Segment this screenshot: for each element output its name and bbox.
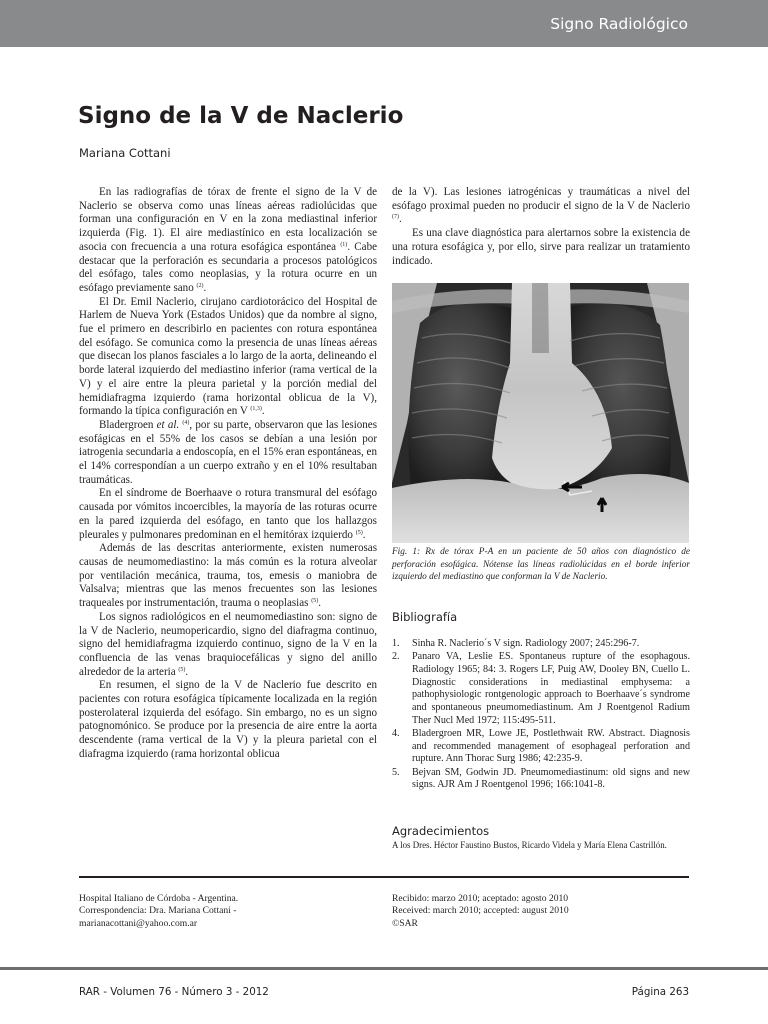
reference-item: 1. Sinha R. Naclerio´s V sign. Radiology 2007; 245:296-7.	[392, 638, 640, 649]
body-paragraph: Además de las descritas anteriormente, existen numerosas causas de neumomediastino: la más común es la rotura alveolar por ventilación mecánica, trauma, tos, emesis o maniobra de Valsalva; mientras que las menos frecuentes son las lesiones traqueales por instrumentación, trauma o neoplasias $^{(5)}$.	[79, 542, 377, 610]
body-paragraph: En el síndrome de Boerhaave o rotura transmural del esófago causada por vómitos incoercibles, la mayoría de las roturas ocurre en la pared izquierda del esófago, en tanto que los hallazgos pleurales y pulmonares predominan en el hemitórax izquierdo $^{(5)}$.	[79, 487, 377, 541]
body-column-right	[392, 186, 690, 268]
author-name: Mariana Cottani	[79, 146, 171, 160]
footer-divider	[0, 967, 768, 970]
body-paragraph: El Dr. Emil Naclerio, cirujano cardiotorácico del Hospital de Harlem de Nueva York (Estados Unidos) que da nombre al signo, fue el primero en describirlo en pacientes con rotura espontánea del esófago. Se comunica como la presencia de unas líneas aéreas que disecan los planos fasciales a lo largo de la aorta, delineando el borde lateral izquierdo del mediastino inferior (rama vertical de la V) y el aire entre la pleura parietal y la porción medial del hemidiafragma izquierdo (rama horizontal oblicua de la V), formando la típica configuración en V $^{(1,3)}$.	[79, 295, 377, 418]
reference-item: 5. Bejvan SM, Godwin JD. Pneumomediastinum: old signs and new signs. AJR Am J Roentgenol 1996; 166:1041-8.	[392, 766, 690, 791]
acknowledgements-heading: Agradecimientos	[392, 824, 490, 838]
dates-footnote	[392, 893, 690, 930]
received-date-en: Received: march 2010; accepted: august 2010	[392, 905, 569, 917]
body-paragraph: Es una clave diagnóstica para alertarnos sobre la existencia de una rotura esofágica y, por ello, sirve para realizar un tratamiento indicado.	[392, 227, 690, 267]
figure-caption: Fig. 1: Rx de tórax P-A en un paciente de 50 años con diagnóstico de perforación esofágica. Nótense las líneas radiolúcidas en el borde inferior izquierdo del mediastino que conforman la V de Naclerio.	[392, 547, 690, 583]
reference-item: 4. Bladergroen MR, Lowe JE, Postlethwait RW. Abstract. Diagnosis and recommended management of esophageal perforation and rupture. Ann Thorac Surg 1986; 42:235-9.	[392, 727, 690, 765]
body-paragraph: En las radiografías de tórax de frente el signo de la V de Naclerio se observa como unas líneas aéreas radiolúcidas que forman una configuración en V en la zona mediastinal inferior izquierda (Fig. 1). El aire mediastínico en esta localización se asocia con frecuencia a una rotura esofágica espontánea $^{(1)}$. Cabe destacar que la perforación es secundaria a procesos patológicos del esófago, tales como neoplasias, y la rotura ocurre en un esófago previamente sano $^{(2)}$.	[79, 186, 377, 294]
article-title: Signo de la V de Naclerio	[78, 103, 404, 129]
affiliation: Hospital Italiano de Córdoba - Argentina.	[79, 893, 239, 904]
body-paragraph: de la V). Las lesiones iatrogénicas y traumáticas a nivel del esófago proximal pueden no producir el signo de la V de Naclerio $^{(7)}$.	[392, 186, 690, 226]
chest-xray-image	[392, 283, 689, 543]
copyright: ©SAR	[392, 917, 418, 929]
footnote-divider	[79, 876, 689, 878]
body-paragraph: Los signos radiológicos en el neumomediastino son: signo de la V de Naclerio, neumopericardio, signo del diafragma continuo, signo del hemidiafragma izquierdo continuo, signo de la V en la confluencia de las venas braquiocefálicas y signo del anillo alrededor de la arteria $^{(5)}$.	[79, 610, 377, 678]
reference-item: 2. Panaro VA, Leslie ES. Spontaneus rupture of the esophagous. Radiology 1965; 84: 3. Rogers LF, Puig AW, Dooley BN, Cuello L. Diagnostic considerations in mediastinal emphysema: a pathophysiologic rontgenologic approach to Boerhaave´s syndrome and spontaneous pneumomediastinum. Am J Roentgenol Radium Ther Nucl Med 1972; 115:495-511.	[392, 651, 690, 726]
bibliography-list	[392, 638, 690, 792]
email-address: marianacottani@yahoo.com.ar	[79, 917, 198, 929]
bibliography-heading: Bibliografía	[392, 610, 458, 624]
page-number: Página 263	[631, 986, 689, 998]
body-column-left	[79, 186, 377, 762]
section-label: Signo Radiológico	[550, 15, 688, 33]
affiliation-footnote	[79, 893, 379, 930]
received-date-es: Recibido: marzo 2010; aceptado: agosto 2010	[392, 893, 569, 904]
body-paragraph: En resumen, el signo de la V de Naclerio fue descrito en pacientes con rotura esofágica típicamente localizada en la región posterolateral izquierda del esófago. Sin embargo, no es un signo patognomónico. Se produce por la presencia de aire entre la aorta descendente (rama vertical de la V) y la pleura parietal con el diafragma izquierdo (rama horizontal oblicua	[79, 679, 377, 760]
journal-citation: RAR - Volumen 76 - Número 3 - 2012	[79, 986, 269, 998]
body-paragraph: Bladergroen et al. $^{(4)}$, por su parte, observaron que las lesiones esofágicas en el 55% de los casos se debían a una lesión por iatrogenia secundaria a endoscopía, en el 15% eran espontáneas, en el 14% correspondían a un cuerpo extraño y en el 10% resultaban traumáticas.	[79, 418, 378, 486]
chest-xray-graphic	[392, 283, 689, 543]
acknowledgements-text: A los Dres. Héctor Faustino Bustos, Ricardo Videla y María Elena Castrillón.	[392, 840, 667, 850]
correspondence: Correspondencia: Dra. Mariana Cottani -	[79, 905, 237, 917]
section-header-band	[0, 0, 768, 47]
